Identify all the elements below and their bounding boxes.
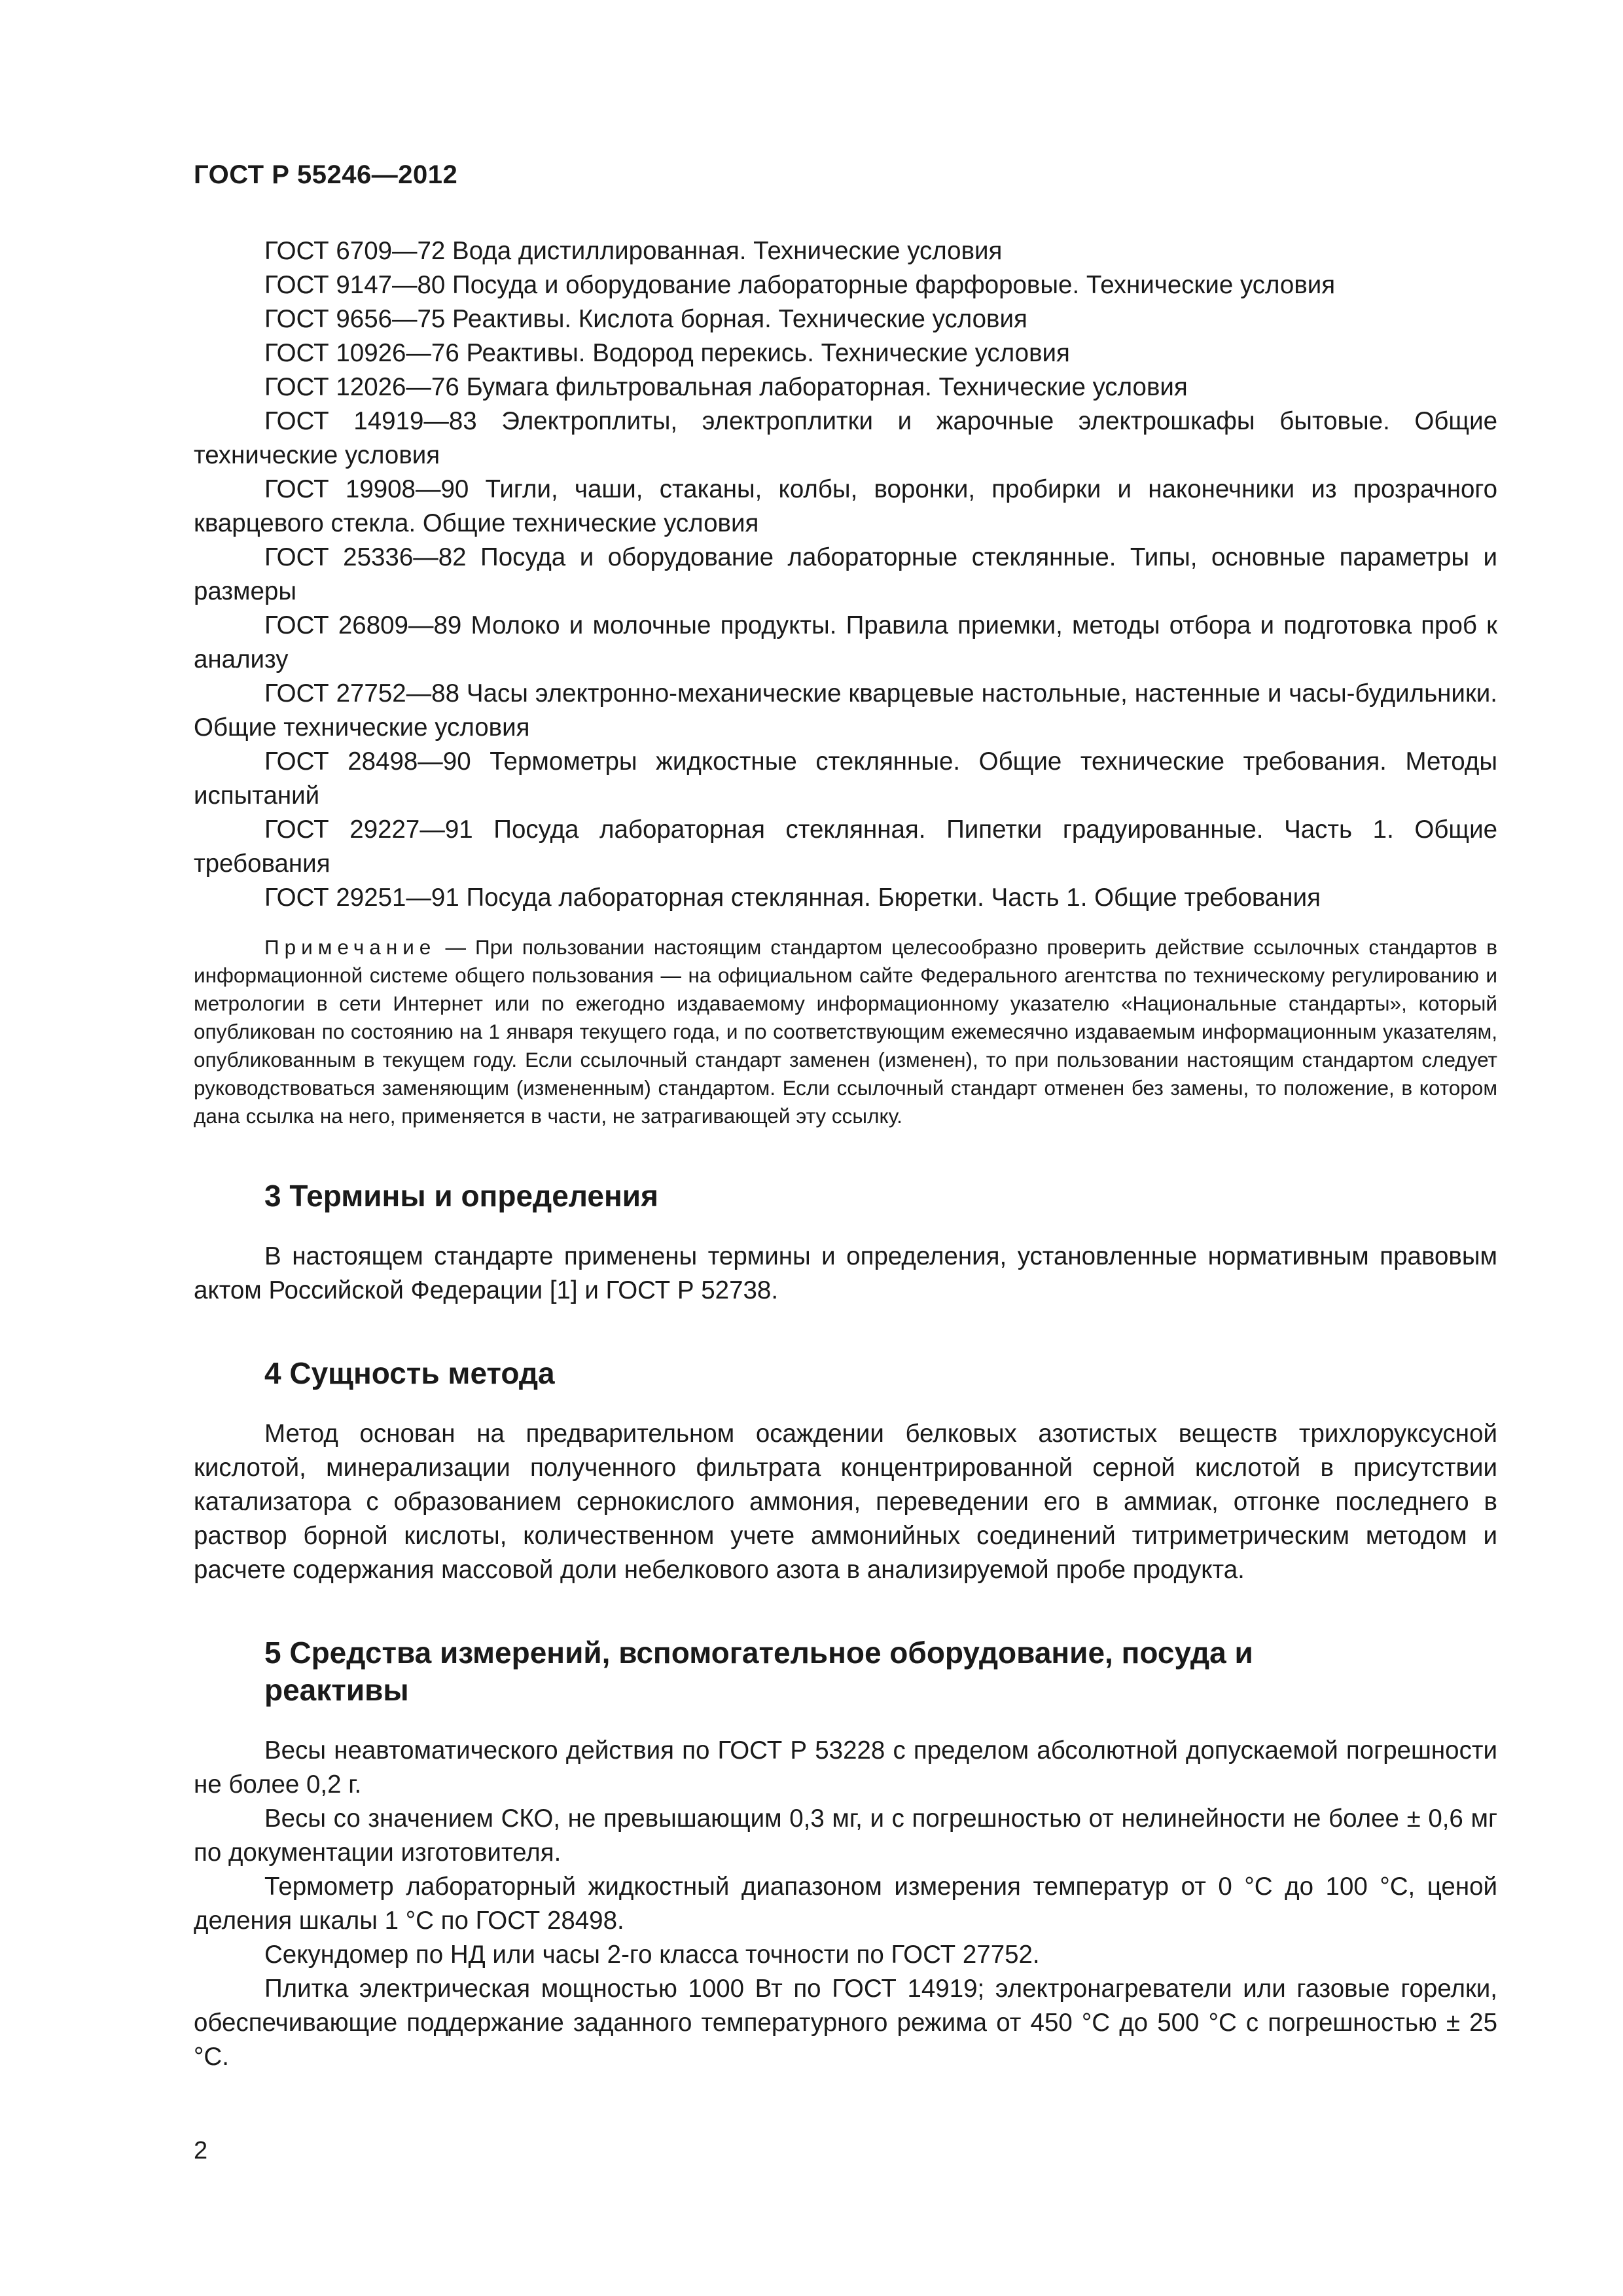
section-5-paragraph: Плитка электрическая мощностью 1000 Вт по ГОСТ 14919; электронагреватели или газовые горелки, обеспечивающие поддержание заданного температурного режима от 450 °С до 500 °С с погрешностью ± 25 °С.	[194, 1975, 1497, 2071]
reference-item: ГОСТ 27752—88 Часы электронно-механические кварцевые настольные, настенные и часы-будильники. Общие технические условия	[194, 679, 1497, 742]
reference-item: ГОСТ 6709—72 Вода дистиллированная. Технические условия	[264, 237, 1003, 265]
section-4-title: 4 Сущность метода	[264, 1356, 555, 1390]
reference-item: ГОСТ 12026—76 Бумага фильтровальная лабораторная. Технические условия	[264, 373, 1188, 401]
note-text: — При пользовании настоящим стандартом целесообразно проверить действие ссылочных стандартов в информационной системе общего пользования — на официальном сайте Федерального агентства по техническому регулированию и метрологии в сети Интернет или по ежегодно издаваемому информационному указателю «Национальные стандарты», который опубликован по состоянию на 1 января текущего года, и по соответствующим ежемесячно издаваемым информационным указателям, опубликованным в текущем году. Если ссылочный стандарт заменен (изменен), то при пользовании настоящим стандартом следует руководствоваться заменяющим (измененным) стандартом. Если ссылочный стандарт отменен без замены, то положение, в котором дана ссылка на него, применяется в части, не затрагивающей эту ссылку.	[194, 935, 1497, 1128]
reference-item: ГОСТ 10926—76 Реактивы. Водород перекись. Технические условия	[264, 339, 1070, 367]
section-3	[194, 1177, 1497, 1308]
section-5-paragraph: Весы со значением СКО, не превышающим 0,3 мг, и с погрешностью от нелинейности не более ± 0,6 мг по документации изготовителя.	[194, 1804, 1497, 1867]
section-5-paragraph: Термометр лабораторный жидкостный диапазоном измерения температур от 0 °С до 100 °С, ценой деления шкалы 1 °С по ГОСТ 28498.	[194, 1873, 1497, 1935]
reference-item: ГОСТ 29251—91 Посуда лабораторная стеклянная. Бюретки. Часть 1. Общие требования	[264, 884, 1321, 912]
section-5-paragraph: Секундомер по НД или часы 2-го класса точности по ГОСТ 27752.	[264, 1941, 1040, 1969]
reference-item: ГОСТ 28498—90 Термометры жидкостные стеклянные. Общие технические требования. Методы испытаний	[194, 747, 1497, 810]
reference-item: ГОСТ 29227—91 Посуда лабораторная стеклянная. Пипетки градуированные. Часть 1. Общие требования	[194, 816, 1497, 878]
reference-item: ГОСТ 26809—89 Молоко и молочные продукты. Правила приемки, методы отбора и подготовка проб к анализу	[194, 611, 1497, 673]
page-content	[194, 234, 1497, 2074]
reference-item: ГОСТ 19908—90 Тигли, чаши, стаканы, колбы, воронки, пробирки и наконечники из прозрачного кварцевого стекла. Общие технические условия	[194, 475, 1497, 537]
reference-item: ГОСТ 9147—80 Посуда и оборудование лабораторные фарфоровые. Технические условия	[264, 271, 1336, 299]
section-4-paragraph: Метод основан на предварительном осаждении белковых азотистых веществ трихлоруксусной кислотой, минерализации полученного фильтрата концентрированной серной кислотой в присутствии катализатора с образованием сернокислого аммония, переведении его в аммиак, отгонке последнего в раствор борной кислоты, количественном учете аммонийных соединений титриметрическим методом и расчете содержания массовой доли небелкового азота в анализируемой пробе продукта.	[194, 1420, 1497, 1584]
references-note	[194, 933, 1497, 1130]
section-5-paragraph: Весы неавтоматического действия по ГОСТ Р 53228 с пределом абсолютной допускаемой погрешности не более 0,2 г.	[194, 1736, 1497, 1799]
reference-item: ГОСТ 14919—83 Электроплиты, электроплитки и жарочные электрошкафы бытовые. Общие технические условия	[194, 407, 1497, 469]
section-5-title: 5 Средства измерений, вспомогательное оборудование, посуда и реактивы	[264, 1636, 1253, 1707]
document-header: ГОСТ Р 55246—2012	[194, 160, 458, 189]
section-3-title: 3 Термины и определения	[264, 1179, 658, 1213]
section-5	[194, 1634, 1497, 2074]
page-number: 2	[194, 2137, 208, 2164]
reference-item: ГОСТ 9656—75 Реактивы. Кислота борная. Технические условия	[264, 305, 1027, 333]
reference-item: ГОСТ 25336—82 Посуда и оборудование лабораторные стеклянные. Типы, основные параметры и размеры	[194, 543, 1497, 605]
section-3-paragraph: В настоящем стандарте применены термины и определения, установленные нормативным правовым актом Российской Федерации [1] и ГОСТ Р 52738.	[194, 1242, 1497, 1304]
normative-references-list	[194, 234, 1497, 915]
note-label: Примечание	[264, 935, 437, 959]
section-4	[194, 1355, 1497, 1587]
